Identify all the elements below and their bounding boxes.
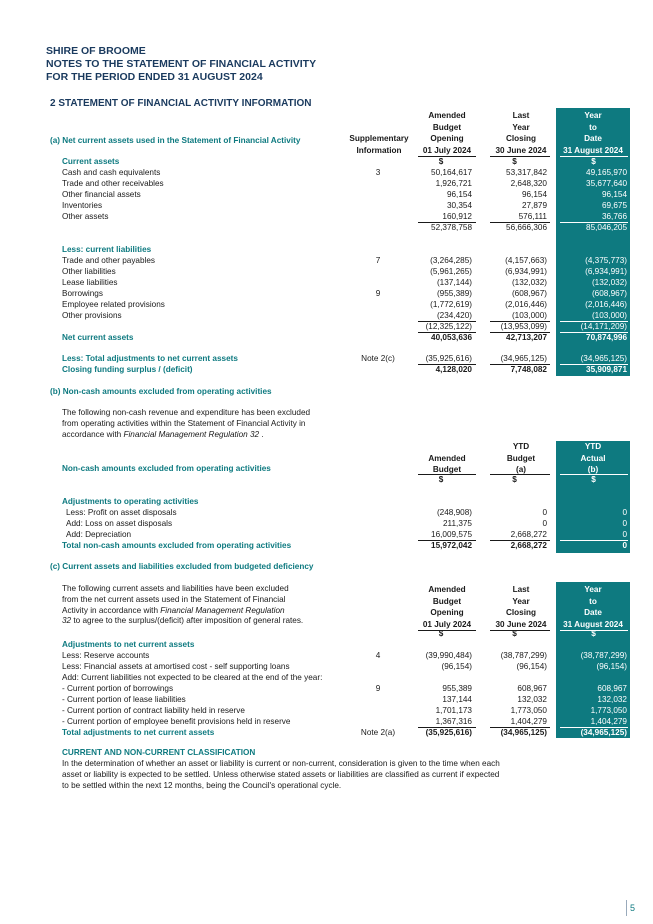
c-adj-label: Adjustments to net current assets <box>62 640 195 649</box>
a-col2-header: Last Year Closing 30 June 2024 <box>495 111 547 155</box>
table-row: Cash and cash equivalents 3 50,164,617 53,317,842 49,165,970 <box>62 168 627 177</box>
table-row: Other assets 160,912 576,111 36,766 <box>62 212 627 221</box>
table-row: Add: Depreciation 16,009,575 2,668,272 0 <box>66 530 627 539</box>
part-c-para: The following current assets and liabilities have been excluded from the net current assets used in the Statement of Financial Activity in accordance with Financial Management Regulation 32 to agree to the surplus/(deficit) after imposition of general rates. <box>62 584 304 626</box>
table-row: Inventories 30,354 27,879 69,675 <box>62 201 627 210</box>
table-row: Employee related provisions (1,772,619) (2,016,446) (2,016,446) <box>62 300 627 309</box>
table-row: - Current portion of lease liabilities 137,144 132,032 132,032 <box>62 695 627 704</box>
classification-text: In the determination of whether an asset or liability is current or non-current, consideration is given to the time when each asset or liability is expected to be settled. Unless otherwise stated assets or liabilities are classified as current if expected to be settled within the next 12 months, being the Council's operational cycle. <box>62 759 500 790</box>
table-row: Other liabilities (5,961,265) (6,934,991) (6,934,991) <box>62 267 627 276</box>
total-adjustments-row: Less: Total adjustments to net current assets Note 2(c) (35,925,616) (34,965,125) (34,965,125) <box>62 354 627 363</box>
b-adj-label: Adjustments to operating activities <box>62 497 199 506</box>
table-row: Borrowings 9 (955,389) (608,967) (608,967) <box>62 289 627 298</box>
b-col3-header: YTD Actual (b) <box>580 442 606 474</box>
part-b-para: The following non-cash revenue and expenditure has been excluded from operating activities within the Statement of Financial Activity in accordance with Financial Management Regulation 32 . <box>62 408 311 439</box>
table-row: Less: Financial assets at amortised cost - self supporting loans (96,154) (96,154) (96,154) <box>62 662 627 671</box>
a-unit-row: Current assets $ $ $ <box>62 157 596 166</box>
b-col2-header: YTD Budget (a) <box>506 442 536 474</box>
report-period: FOR THE PERIOD ENDED 31 AUGUST 2024 <box>46 71 263 83</box>
c-unit-row: $ $ $ <box>438 629 596 638</box>
table-row: Trade and other receivables 1,926,721 2,648,320 35,677,640 <box>62 179 627 188</box>
table-row: - Current portion of borrowings 9 955,389 608,967 608,967 <box>62 684 627 693</box>
c-col3-header: Year to Date 31 August 2024 <box>563 585 623 629</box>
net-current-assets-row: Net current assets 40,053,636 42,713,207 70,874,996 <box>62 333 627 342</box>
table-row: Trade and other payables 7 (3,264,285) (4,157,663) (4,375,773) <box>62 256 627 265</box>
current-assets-total: 52,378,758 56,666,306 85,046,205 <box>431 223 627 232</box>
report-title: NOTES TO THE STATEMENT OF FINANCIAL ACTIVITY <box>46 58 317 70</box>
report-entity: SHIRE OF BROOME <box>46 45 146 57</box>
part-a-title: (a) Net current assets used in the Statement of Financial Activity <box>50 136 301 145</box>
part-c-title: (c) Current assets and liabilities excluded from budgeted deficiency <box>50 562 314 571</box>
part-b-table-label: Non-cash amounts excluded from operating activities <box>62 464 271 473</box>
c-col1-header: Amended Budget Opening 01 July 2024 <box>422 585 472 629</box>
table-row: - Current portion of employee benefit provisions held in reserve 1,367,316 1,404,279 1,404,279 <box>62 717 627 726</box>
classification-title: CURRENT AND NON-CURRENT CLASSIFICATION <box>62 748 256 757</box>
table-row: Less: Reserve accounts 4 (39,990,484) (38,787,299) (38,787,299) <box>62 651 627 660</box>
table-row: Lease liabilities (137,144) (132,032) (132,032) <box>62 278 627 287</box>
table-row: Add: Current liabilities not expected to be cleared at the end of the year: <box>62 673 323 682</box>
a-col3-header: Year to Date 31 August 2024 <box>563 111 623 155</box>
a-sup-header: Supplementary Information <box>349 134 409 155</box>
table-row: Other provisions (234,420) (103,000) (103,000) <box>62 311 627 320</box>
section-title: 2 STATEMENT OF FINANCIAL ACTIVITY INFORMATION <box>50 98 312 109</box>
table-row: Other financial assets 96,154 96,154 96,154 <box>62 190 627 199</box>
b-unit-row: $ $ $ <box>438 475 596 484</box>
b-total-row: Total non-cash amounts excluded from operating activities 15,972,042 2,668,272 0 <box>62 541 627 550</box>
a-col1-header: Amended Budget Opening 01 July 2024 <box>422 111 472 155</box>
part-b-title: (b) Non-cash amounts excluded from operating activities <box>50 387 272 396</box>
liabilities-total: (12,325,122) (13,953,099) (14,171,209) <box>425 322 627 331</box>
c-total-row: Total adjustments to net current assets Note 2(a) (35,925,616) (34,965,125) (34,965,125) <box>62 728 627 737</box>
b-col1-header: Amended Budget <box>428 453 466 474</box>
page-number-divider <box>626 900 627 916</box>
closing-surplus-row: Closing funding surplus / (deficit) 4,128,020 7,748,082 35,909,871 <box>62 365 627 374</box>
liabilities-label: Less: current liabilities <box>62 245 152 254</box>
c-col2-header: Last Year Closing 30 June 2024 <box>495 585 547 629</box>
table-row: Less: Profit on asset disposals (248,908) 0 0 <box>66 508 627 517</box>
table-row: - Current portion of contract liability held in reserve 1,701,173 1,773,050 1,773,050 <box>62 706 627 715</box>
table-row: Add: Loss on asset disposals 211,375 0 0 <box>66 519 627 528</box>
page-number: 5 <box>630 903 636 913</box>
